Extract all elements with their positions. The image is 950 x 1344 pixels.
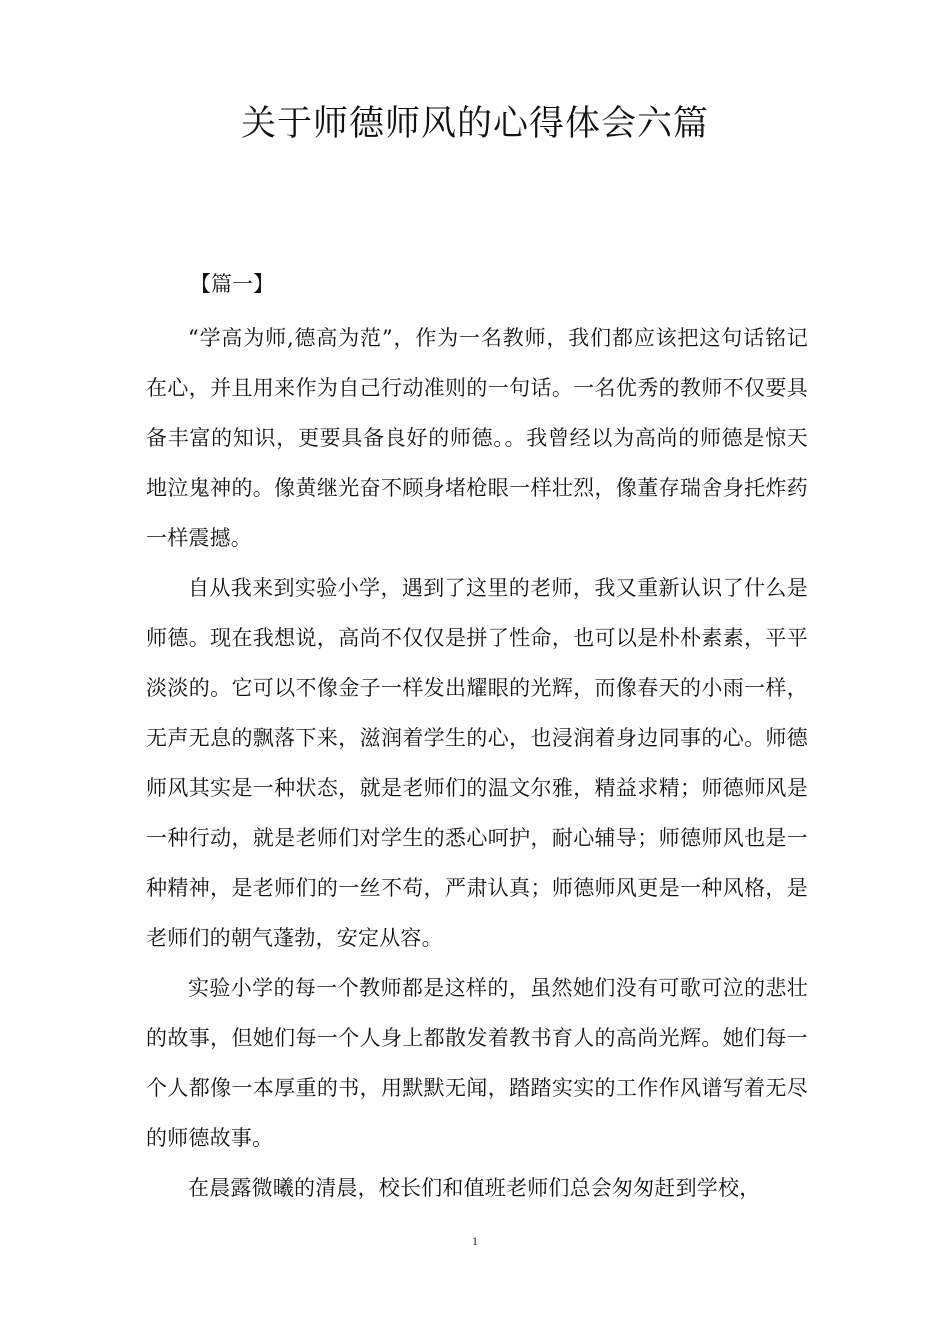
paragraph: 自从我来到实验小学，遇到了这里的老师，我又重新认识了什么是师德。现在我想说，高尚不仅仅是拼了性命，也可以是朴朴素素，平平淡淡的。它可以不像金子一样发出耀眼的光辉，而像春天的小雨一样，无声无息的飘落下来，滋润着学生的心，也浸润着身边同事的心。师德师风其实是一种状态，就是老师们的温文尔雅，精益求精；师德师风是一种行动，就是老师们对学生的悉心呵护，耐心辅导；师德师风也是一种精神，是老师们的一丝不苟，严肃认真；师德师风更是一种风格，是老师们的朝气蓬勃，安定从容。 <box>146 576 808 950</box>
document-title: 关于师德师风的心得体会六篇 <box>240 104 709 144</box>
page-number: 1 <box>472 1234 478 1248</box>
paragraph: 实验小学的每一个教师都是这样的，虽然她们没有可歌可泣的悲壮的故事，但她们每一个人身上都散发着教书育人的高尚光辉。她们每一个人都像一本厚重的书，用默默无闻，踏踏实实的工作作风谱写着无尽的师德故事。 <box>146 976 808 1150</box>
paragraph: 在晨露微曦的清晨，校长们和值班老师们总会匆匆赶到学校， <box>188 1176 761 1200</box>
paragraph: “学高为师,德高为范”，作为一名教师，我们都应该把这句话铭记在心，并且用来作为自己行动准则的一句话。一名优秀的教师不仅要具备丰富的知识，更要具备良好的师德。。我曾经以为高尚的师德是惊天地泣鬼神的。像黄继光奋不顾身堵枪眼一样壮烈，像董存瑞舍身托炸药一样震撼。 <box>146 326 808 550</box>
section-heading: 【篇一】 <box>190 272 274 296</box>
body-text <box>146 313 808 1213</box>
